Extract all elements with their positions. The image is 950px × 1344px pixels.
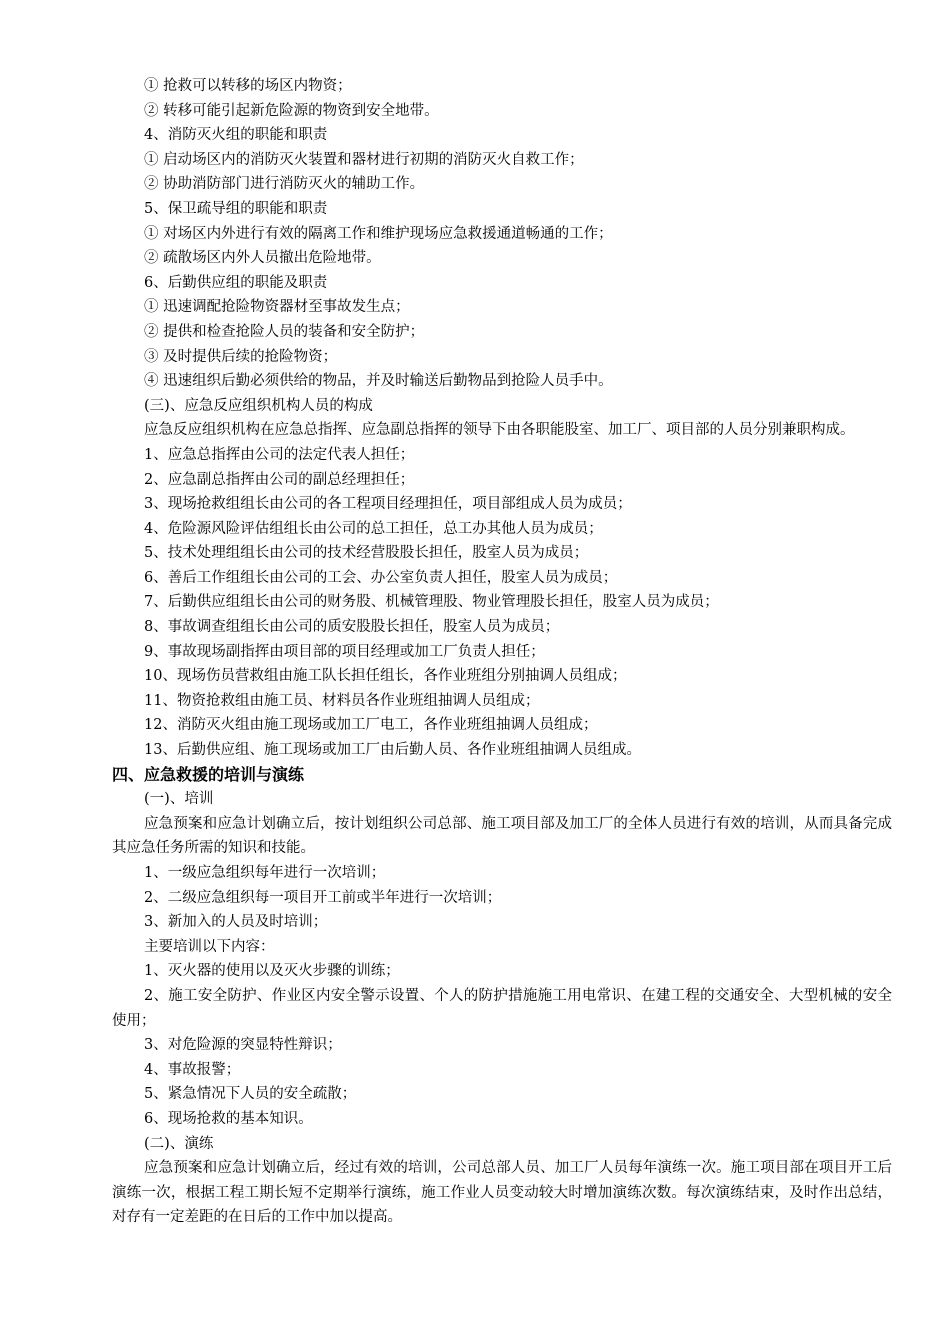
subsection-heading: (二)、演练 xyxy=(144,1135,214,1152)
list-item: ② 疏散场区内外人员撤出危险地带。 xyxy=(144,250,381,267)
list-item: 13、后勤供应组、施工现场或加工厂由后勤人员、各作业班组抽调人员组成。 xyxy=(144,742,641,759)
list-item: ② 转移可能引起新危险源的物资到安全地带。 xyxy=(144,102,439,119)
list-item: 3、现场抢救组组长由公司的各工程项目经理担任，项目部组成人员为成员； xyxy=(144,496,632,513)
list-item: 3、新加入的人员及时培训； xyxy=(144,914,328,931)
list-item: 2、应急副总指挥由公司的副总经理担任； xyxy=(144,471,415,488)
list-item: 5、紧急情况下人员的安全疏散； xyxy=(144,1086,357,1103)
list-item: ② 协助消防部门进行消防灭火的辅助工作。 xyxy=(144,176,425,193)
document-page xyxy=(112,74,892,1230)
list-item: ① 迅速调配抢险物资器材至事故发生点； xyxy=(144,299,410,316)
list-item: 3、对危险源的突显特性辩识； xyxy=(144,1037,342,1054)
list-item: 6、善后工作组组长由公司的工会、办公室负责人担任，股室人员为成员； xyxy=(144,569,618,586)
subsection-heading: (三)、应急反应组织机构人员的构成 xyxy=(144,397,373,414)
list-item: 12、消防灭火组由施工现场或加工厂电工，各作业班组抽调人员组成； xyxy=(144,717,598,734)
list-intro: 主要培训以下内容： xyxy=(144,938,275,955)
list-item: 2、二级应急组织每一项目开工前或半年进行一次培训； xyxy=(144,889,502,906)
list-item: ④ 迅速组织后勤必须供给的物品，并及时输送后勤物品到抢险人员手中。 xyxy=(144,373,613,390)
paragraph-drill: 应急预案和应急计划确立后，经过有效的培训，公司总部人员、加工厂人员每年演练一次。施工项目部在项目开工后演练一次，根据工程工期长短不定期举行演练，施工作业人员变动较大时增加演练次数。每次演练结束，及时作出总结，对存有一定差距的在日后的工作中加以提高。 xyxy=(112,1160,892,1226)
list-item: 4、事故报警； xyxy=(144,1061,241,1078)
list-item: 10、现场伤员营救组由施工队长担任组长，各作业班组分别抽调人员组成； xyxy=(144,668,627,685)
list-item: 9、事故现场副指挥由项目部的项目经理或加工厂负责人担任； xyxy=(144,643,545,660)
list-item: 7、后勤供应组组长由公司的财务股、机械管理股、物业管理股长担任，股室人员为成员； xyxy=(144,594,719,611)
list-item: 1、应急总指挥由公司的法定代表人担任； xyxy=(144,446,415,463)
section-subtitle: 5、保卫疏导组的职能和职责 xyxy=(144,200,328,217)
section-subtitle: 6、后勤供应组的职能及职责 xyxy=(144,274,328,291)
list-item: ① 对场区内外进行有效的隔离工作和维护现场应急救援通道畅通的工作； xyxy=(144,225,613,242)
subsection-heading: (一)、培训 xyxy=(144,791,214,808)
paragraph-training: 应急预案和应急计划确立后，按计划组织公司总部、施工项目部及加工厂的全体人员进行有效的培训，从而具备完成其应急任务所需的知识和技能。 xyxy=(112,815,892,857)
section-heading: 四、应急救援的培训与演练 xyxy=(112,764,305,784)
list-item: 1、一级应急组织每年进行一次培训； xyxy=(144,865,386,881)
list-item: ② 提供和检查抢险人员的装备和安全防护； xyxy=(144,323,425,340)
list-item: ① 启动场区内的消防灭火装置和器材进行初期的消防灭火自救工作； xyxy=(144,151,584,168)
list-item: 11、物资抢救组由施工员、材料员各作业班组抽调人员组成； xyxy=(144,692,540,709)
list-item: 1、灭火器的使用以及灭火步骤的训练； xyxy=(144,963,400,980)
list-item: 8、事故调查组组长由公司的质安股股长担任，股室人员为成员； xyxy=(144,619,560,636)
section-subtitle: 4、消防灭火组的职能和职责 xyxy=(144,127,328,144)
list-item: ③ 及时提供后续的抢险物资； xyxy=(144,348,338,365)
list-item: 6、现场抢救的基本知识。 xyxy=(144,1110,313,1127)
list-item: ① 抢救可以转移的场区内物资； xyxy=(144,78,352,94)
paragraph-safety-training: 2、施工安全防护、作业区内安全警示设置、个人的防护措施施工用电常识、在建工程的交通安全、大型机械的安全使用； xyxy=(112,987,892,1029)
list-item: 4、危险源风险评估组组长由公司的总工担任，总工办其他人员为成员； xyxy=(144,520,603,537)
list-item: 5、技术处理组组长由公司的技术经营股股长担任，股室人员为成员； xyxy=(144,545,589,562)
paragraph-org-composition: 应急反应组织机构在应急总指挥、应急副总指挥的领导下由各职能股室、加工厂、项目部的人员分别兼职构成。 xyxy=(144,422,855,439)
